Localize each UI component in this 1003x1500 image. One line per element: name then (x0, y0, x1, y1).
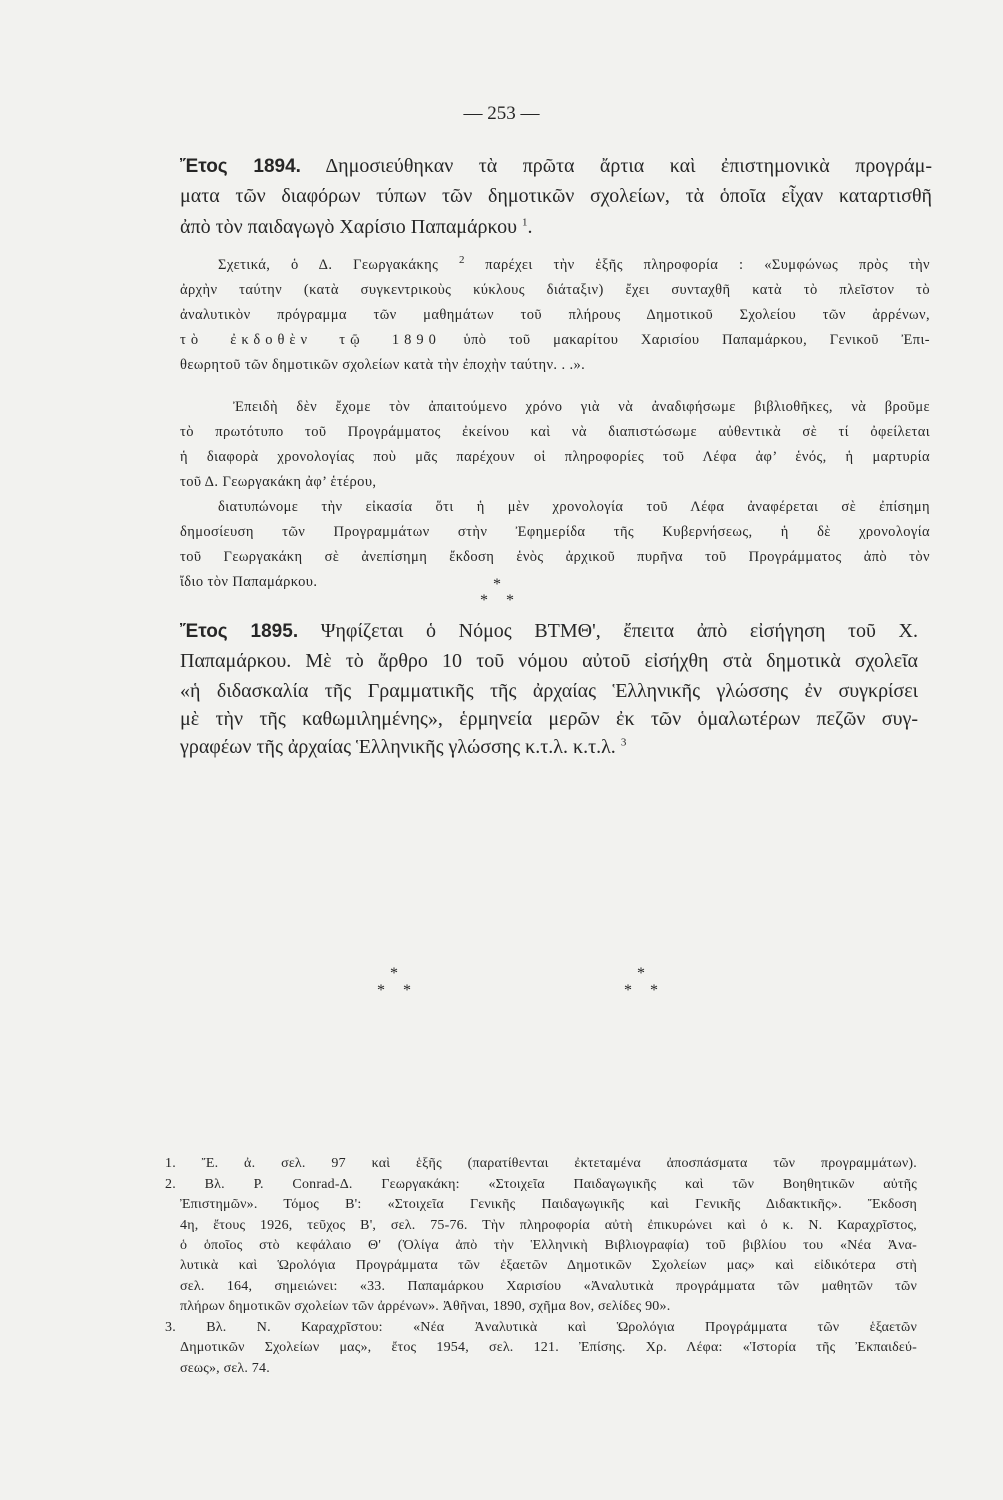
footnote-text: Βλ. P. Conrad-Δ. Γεωργακάκη: «Στοιχεῖα Παιδαγωγικῆς καὶ τῶν Βοηθητικῶν αὐτῆς (204, 1177, 917, 1192)
entry-1895-text: γραφέων τῆς ἀρχαίας Ἑλληνικῆς γλώσσης κ.τ.λ. κ.τ.λ. (180, 736, 616, 758)
note-text: παρέχει τὴν ἑξῆς πληροφορία : «Συμφώνως πρὸς τὴν (485, 257, 931, 273)
spaced-emphasis: τὸ ἐκδοθὲν τῷ 1890 (180, 332, 441, 348)
asterism-bottom: * * (480, 592, 514, 609)
footnote-text: Βλ. Ν. Καραχρῖστου: «Νέα Ἀναλυτικὰ καὶ Ὡρολόγια Προγράμματα τῶν ἑξαετῶν (206, 1320, 917, 1335)
footnote-2-line-5: λυτικὰ καὶ Ὡρολόγια Προγράμματα τῶν ἑξαετῶν Δημοτικῶν Σχολείων μας» καὶ εἰδικότερα στὴ (180, 1258, 917, 1273)
asterism-top: * (637, 965, 645, 982)
footnote-number: 1. (165, 1156, 176, 1171)
footnote-number: 3. (165, 1320, 176, 1335)
footnote-2-line-7: πλήρων δημοτικῶν σχολείων τῶν ἀρρένων». Ἀθῆναι, 1890, σχῆμα 8ον, σελίδες 90». (180, 1299, 671, 1314)
footnote-text: Ἔ. ἀ. σελ. 97 καὶ ἑξῆς (παρατίθενται ἐκτεταμένα ἀποσπάσματα τῶν προγραμμάτων). (201, 1156, 917, 1171)
entry-1894-line-3 (180, 213, 932, 241)
note-text: Σχετικά, ὁ Δ. Γεωργακάκης (218, 257, 439, 273)
entry-1894-text: Δημοσιεύθηκαν τὰ πρῶτα ἄρτια καὶ ἐπιστημονικὰ προγράμ- (325, 155, 932, 177)
entry-1894-line-2: ματα τῶν διαφόρων τύπων τῶν δημοτικῶν σχολείων, τὰ ὁποῖα εἶχαν καταρτισθῆ (180, 185, 932, 207)
dating-line-2: τὸ πρωτότυπο τοῦ Προγράμματος ἐκείνου καὶ νὰ διαπιστώσωμε αὐθεντικὰ σὲ τί ὀφείλεται (180, 424, 930, 440)
note-line-3: ἀναλυτικὸν πρόγραμμα τῶν μαθημάτων τοῦ πλήρους Δημοτικοῦ Σχολείου τῶν ἀρρένων, (180, 307, 930, 323)
entry-1895-line-5 (180, 733, 918, 761)
footnote-3-line-2: Δημοτικῶν Σχολείων μας», ἔτος 1954, σελ. 121. Ἐπίσης. Χρ. Λέφα: «Ἱστορία τῆς Ἐκπαιδεύ- (180, 1340, 917, 1355)
footnote-1-line-1 (165, 1154, 917, 1174)
entry-1894-line-1 (180, 152, 932, 181)
entry-1895-line-1 (180, 617, 918, 646)
entry-1895-year-label: Ἔτος 1895. (180, 621, 299, 642)
entry-1895-line-2: Παπαμάρκου. Μὲ τὸ ἄρθρο 10 τοῦ νόμου αὐτοῦ εἰσήχθη στὰ δημοτικὰ σχολεῖα (180, 650, 918, 672)
dating-line-6: δημοσίευση τῶν Προγραμμάτων στὴν Ἐφημερίδα τῆς Κυβερνήσεως, ἡ δὲ χρονολογία (180, 524, 930, 540)
entry-1894-text: ἀπὸ τὸν παιδαγωγὸ Χαρίσιο Παπαμάρκου (180, 216, 518, 238)
dating-line-8: ἴδιο τὸν Παπαμάρκου. (180, 574, 318, 590)
note-line-5: θεωρητοῦ τῶν δημοτικῶν σχολείων κατὰ τὴν ἐποχὴν ταύτην. . .». (180, 357, 586, 373)
note-line-4 (180, 330, 930, 350)
entry-1894-end-punctuation: . (527, 216, 533, 238)
footnote-marker-3: 3 (620, 736, 627, 749)
dating-line-1: Ἐπειδὴ δὲν ἔχομε τὸν ἀπαιτούμενο χρόνο γιὰ νὰ ἀναδιφήσωμε βιβλιοθῆκες, νὰ βροῦμε (233, 399, 930, 415)
dating-line-5: διατυπώνομε τὴν εἰκασία ὅτι ἡ μὲν χρονολογία τοῦ Λέφα ἀναφέρεται σὲ ἐπίσημη (218, 499, 930, 515)
page-number: — 253 — (463, 103, 540, 124)
footnote-2-line-3: 4η, ἔτους 1926, τεῦχος Β', σελ. 75-76. Τὴν πληροφορία αὐτὴ ἐπικυρώνει καὶ ὁ κ. Ν. Καραχρῖστος, (180, 1218, 917, 1233)
footnote-marker-2: 2 (458, 254, 465, 267)
footnote-number: 2. (165, 1177, 176, 1192)
footnote-marker-1: 1 (522, 216, 528, 229)
dating-line-4: τοῦ Δ. Γεωργακάκη ἀφ’ ἑτέρου, (180, 474, 377, 490)
note-line-1 (218, 255, 930, 275)
footnote-2-line-2: Ἐπιστημῶν». Τόμος Β': «Στοιχεῖα Γενικῆς Παιδαγωγικῆς καὶ Γενικῆς Διδακτικῆς». Ἔκδοση (180, 1197, 917, 1212)
note-text: ὑπὸ τοῦ μακαρίτου Χαρισίου Παπαμάρκου, Γενικοῦ Ἐπι- (463, 332, 930, 348)
entry-1895-text: Ψηφίζεται ὁ Νόμος ΒΤΜΘ', ἔπειτα ἀπὸ εἰσήγηση τοῦ Χ. (320, 620, 919, 642)
asterism-bottom: * * (624, 982, 658, 999)
footnote-3-line-1 (165, 1318, 917, 1338)
asterism-bottom: * * (377, 982, 411, 999)
note-line-2: ἀρχὴν ταύτην (κατὰ συγκεντρικοὺς κύκλους διάταξιν) ἔχει συνταχθῆ κατὰ τὸ πλεῖστον τὸ (180, 282, 930, 298)
entry-1894-year-label: Ἔτος 1894. (180, 156, 301, 177)
asterism-top: * (493, 576, 501, 593)
entry-1895-line-3: «ἡ διδασκαλία τῆς Γραμματικῆς τῆς ἀρχαίας Ἑλληνικῆς γλώσσης ἐν συγκρίσει (180, 680, 918, 702)
footnote-2-line-1 (165, 1175, 917, 1195)
footnote-2-line-6: σελ. 164, σημειώνει: «33. Παπαμάρκου Χαρισίου «Ἀναλυτικὰ προγράμματα τῶν μαθητῶν τῶν (180, 1279, 917, 1294)
entry-1895-line-4: μὲ τὴν τῆς καθωμιλημένης», ἑρμηνεία μερῶν ἐκ τῶν ὁμαλωτέρων πεζῶν συγ- (180, 708, 918, 730)
footnote-2-line-4: ὁ ὁποῖος στὸ κεφάλαιο Θ' (Ὀλίγα ἀπὸ τὴν Ἑλληνικὴ Βιβλιογραφία) τοῦ βιβλίου του «Νέα Ἀνα- (180, 1238, 917, 1253)
asterism-top: * (390, 965, 398, 982)
dating-line-3: ἡ διαφορὰ χρονολογίας ποὺ μᾶς παρέχουν οἱ πληροφορίες τοῦ Λέφα ἀφ’ ἑνός, ἡ μαρτυρία (180, 449, 930, 465)
dating-line-7: τοῦ Γεωργακάκη σὲ ἀνεπίσημη ἔκδοση ἑνὸς ἀρχικοῦ πυρῆνα τοῦ Προγράμματος ἀπὸ τὸν (180, 549, 930, 565)
footnote-3-line-3: σεως», σελ. 74. (180, 1361, 270, 1376)
